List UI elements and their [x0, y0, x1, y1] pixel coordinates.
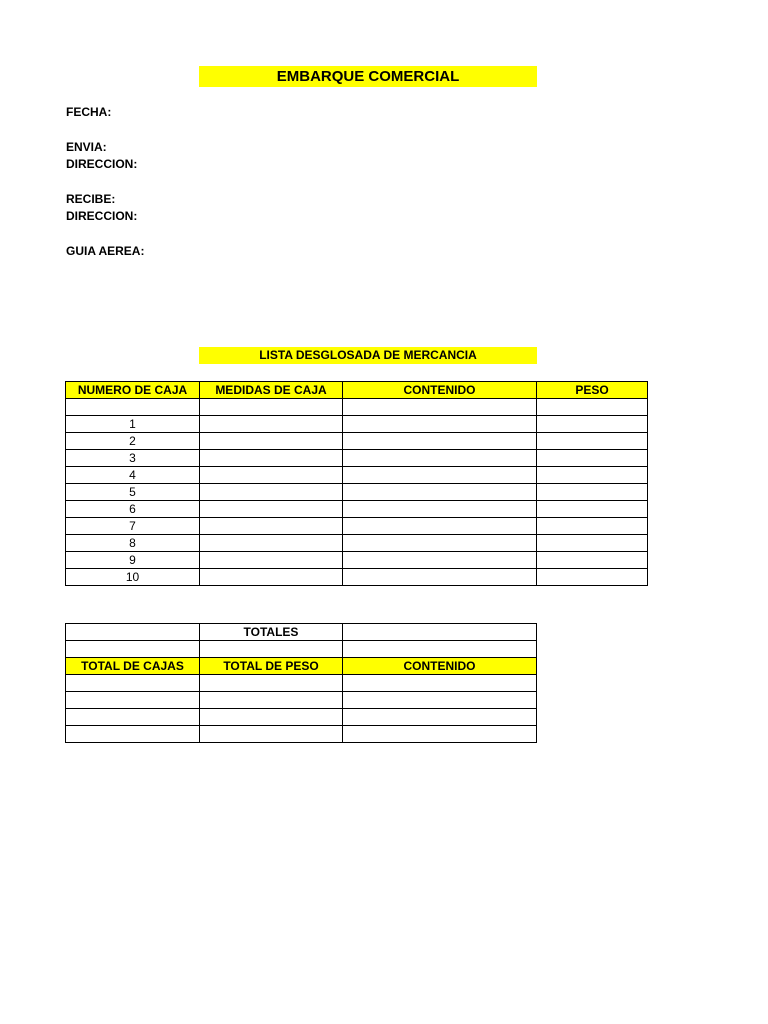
- merchandise-header-row: [66, 382, 648, 399]
- table-cell[interactable]: [343, 467, 537, 484]
- table-cell[interactable]: 6: [66, 501, 200, 518]
- column-header-numero-de-caja: NUMERO DE CAJA: [66, 382, 200, 399]
- table-row: [66, 518, 648, 535]
- table-cell[interactable]: [66, 692, 200, 709]
- table-cell[interactable]: [66, 624, 200, 641]
- totals-title: TOTALES: [200, 624, 343, 641]
- table-cell[interactable]: [200, 467, 343, 484]
- table-cell[interactable]: [200, 450, 343, 467]
- merchandise-list-title: LISTA DESGLOSADA DE MERCANCIA: [199, 347, 537, 364]
- table-cell[interactable]: [200, 501, 343, 518]
- table-cell[interactable]: [200, 433, 343, 450]
- table-cell[interactable]: [200, 416, 343, 433]
- table-row: [66, 416, 648, 433]
- table-cell[interactable]: [200, 692, 343, 709]
- table-row: [66, 726, 537, 743]
- table-cell[interactable]: [66, 726, 200, 743]
- table-row: [66, 692, 537, 709]
- table-cell[interactable]: [200, 675, 343, 692]
- table-row: [66, 484, 648, 501]
- table-cell[interactable]: [537, 399, 648, 416]
- table-row: [66, 399, 648, 416]
- column-header-peso: PESO: [537, 382, 648, 399]
- table-cell[interactable]: [66, 399, 200, 416]
- table-row: [66, 709, 537, 726]
- table-cell[interactable]: [343, 692, 537, 709]
- table-cell[interactable]: [537, 433, 648, 450]
- table-row: [66, 433, 648, 450]
- column-header-contenido: CONTENIDO: [343, 382, 537, 399]
- table-cell[interactable]: [200, 518, 343, 535]
- table-row: [66, 450, 648, 467]
- table-cell[interactable]: 5: [66, 484, 200, 501]
- table-row: [66, 467, 648, 484]
- table-cell[interactable]: [537, 501, 648, 518]
- table-cell[interactable]: [343, 450, 537, 467]
- table-cell[interactable]: [537, 467, 648, 484]
- table-cell[interactable]: 2: [66, 433, 200, 450]
- totals-title-row: [66, 624, 537, 641]
- table-cell[interactable]: [200, 399, 343, 416]
- table-row: [66, 535, 648, 552]
- table-cell[interactable]: [343, 624, 537, 641]
- table-cell[interactable]: [343, 433, 537, 450]
- table-cell[interactable]: [343, 552, 537, 569]
- table-cell[interactable]: [537, 518, 648, 535]
- table-row: [66, 501, 648, 518]
- table-cell[interactable]: [200, 726, 343, 743]
- table-row: [66, 569, 648, 586]
- table-cell[interactable]: [66, 641, 200, 658]
- table-cell[interactable]: 1: [66, 416, 200, 433]
- table-cell[interactable]: [200, 641, 343, 658]
- table-cell[interactable]: [343, 501, 537, 518]
- table-cell[interactable]: [343, 726, 537, 743]
- document-title: EMBARQUE COMERCIAL: [199, 66, 537, 87]
- table-cell[interactable]: [200, 569, 343, 586]
- table-cell[interactable]: 8: [66, 535, 200, 552]
- table-cell[interactable]: [343, 484, 537, 501]
- table-cell[interactable]: [537, 535, 648, 552]
- field-envia-label: ENVIA:: [66, 140, 107, 154]
- table-cell[interactable]: [343, 641, 537, 658]
- column-header-medidas-de-caja: MEDIDAS DE CAJA: [200, 382, 343, 399]
- table-cell[interactable]: 3: [66, 450, 200, 467]
- table-cell[interactable]: [343, 535, 537, 552]
- table-cell[interactable]: [343, 675, 537, 692]
- table-cell[interactable]: [537, 484, 648, 501]
- field-direccion-recibe-label: DIRECCION:: [66, 209, 138, 223]
- column-header-total-de-cajas: TOTAL DE CAJAS: [66, 658, 200, 675]
- field-direccion-envia-label: DIRECCION:: [66, 157, 138, 171]
- totals-header-row: [66, 658, 537, 675]
- table-cell[interactable]: [343, 569, 537, 586]
- table-cell[interactable]: [343, 399, 537, 416]
- table-row: [66, 641, 537, 658]
- merchandise-table: [65, 381, 648, 586]
- table-cell[interactable]: [200, 535, 343, 552]
- table-cell[interactable]: [200, 552, 343, 569]
- table-cell[interactable]: [66, 709, 200, 726]
- table-cell[interactable]: [537, 450, 648, 467]
- table-cell[interactable]: 9: [66, 552, 200, 569]
- table-cell[interactable]: 10: [66, 569, 200, 586]
- table-cell[interactable]: 4: [66, 467, 200, 484]
- table-cell[interactable]: [537, 416, 648, 433]
- table-cell[interactable]: [343, 416, 537, 433]
- table-cell[interactable]: [66, 675, 200, 692]
- totals-table: [65, 623, 537, 743]
- table-cell[interactable]: [343, 709, 537, 726]
- table-cell[interactable]: [200, 709, 343, 726]
- table-cell[interactable]: [200, 484, 343, 501]
- column-header-contenido: CONTENIDO: [343, 658, 537, 675]
- table-cell[interactable]: [343, 518, 537, 535]
- field-guia-aerea-label: GUIA AEREA:: [66, 244, 145, 258]
- field-fecha-label: FECHA:: [66, 105, 112, 119]
- table-row: [66, 675, 537, 692]
- table-cell[interactable]: [537, 569, 648, 586]
- column-header-total-de-peso: TOTAL DE PESO: [200, 658, 343, 675]
- table-cell[interactable]: 7: [66, 518, 200, 535]
- field-recibe-label: RECIBE:: [66, 192, 116, 206]
- table-row: [66, 552, 648, 569]
- table-cell[interactable]: [537, 552, 648, 569]
